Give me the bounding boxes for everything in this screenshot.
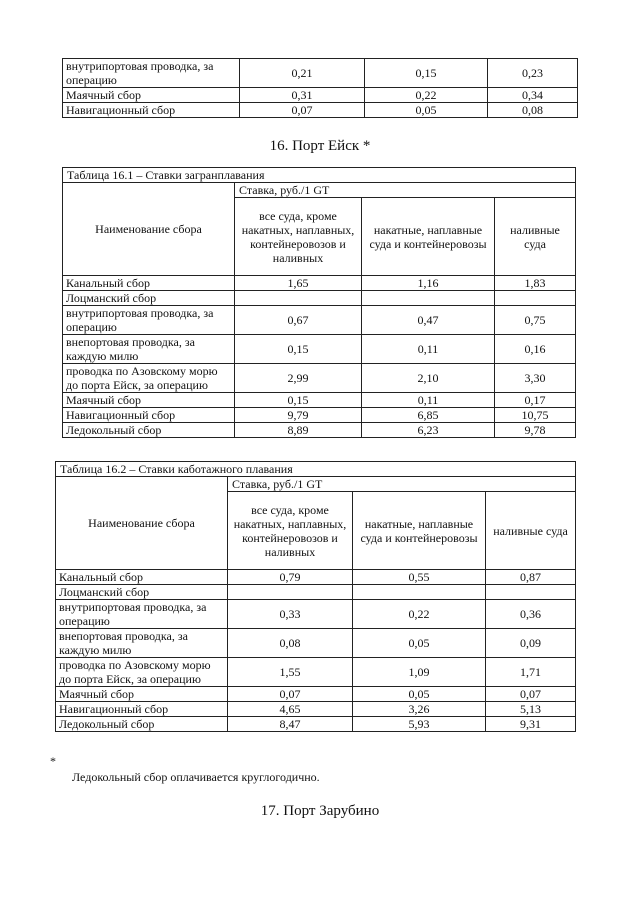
table-row: [56, 600, 576, 629]
col-header-tankers: наливные суда: [486, 492, 576, 570]
table-row: [56, 585, 576, 600]
top-continuation-table: [62, 58, 578, 118]
rate-tankers-cell: 1,83: [495, 276, 576, 291]
rate-tankers-cell: [495, 291, 576, 306]
table-row: [56, 687, 576, 702]
fee-name-cell: Маячный сбор: [63, 393, 235, 408]
rate-general-cell: 8,89: [235, 423, 362, 438]
rate-tankers-cell: 5,13: [486, 702, 576, 717]
table-row: [63, 408, 576, 423]
footnote-text: Ледокольный сбор оплачивается круглогодично.: [72, 770, 320, 784]
rate-roro-cell: 0,11: [362, 335, 495, 364]
rate-tankers-cell: 0,23: [488, 59, 578, 88]
rate-roro-cell: 6,85: [362, 408, 495, 423]
table-row: [63, 59, 578, 88]
fee-name-cell: внутрипортовая проводка, за операцию: [56, 600, 228, 629]
rate-tankers-cell: 3,30: [495, 364, 576, 393]
fee-name-cell: Маячный сбор: [63, 88, 240, 103]
fee-name-cell: проводка по Азовскому морю до порта Ейск, за операцию: [63, 364, 235, 393]
table-row: [56, 658, 576, 687]
col-header-name: Наименование сбора: [56, 477, 228, 570]
rate-roro-cell: 0,55: [353, 570, 486, 585]
rate-general-cell: 0,07: [228, 687, 353, 702]
fee-name-cell: Навигационный сбор: [63, 408, 235, 423]
table-row: [63, 291, 576, 306]
rate-general-cell: 1,55: [228, 658, 353, 687]
fee-name-cell: Маячный сбор: [56, 687, 228, 702]
rate-tankers-cell: 1,71: [486, 658, 576, 687]
fee-name-cell: Лоцманский сбор: [56, 585, 228, 600]
rate-roro-cell: 0,47: [362, 306, 495, 335]
fee-name-cell: проводка по Азовскому морю до порта Ейск, за операцию: [56, 658, 228, 687]
rate-general-cell: 0,31: [240, 88, 365, 103]
rate-general-cell: [235, 291, 362, 306]
fee-name-cell: внепортовая проводка, за каждую милю: [56, 629, 228, 658]
rate-tankers-cell: 9,78: [495, 423, 576, 438]
fee-name-cell: внепортовая проводка, за каждую милю: [63, 335, 235, 364]
footnote-mark: *: [50, 754, 56, 768]
rate-roro-cell: 0,22: [353, 600, 486, 629]
rate-general-cell: 4,65: [228, 702, 353, 717]
rate-general-cell: 0,33: [228, 600, 353, 629]
rate-general-cell: 0,67: [235, 306, 362, 335]
col-header-roro: накатные, наплавные суда и контейнеровозы: [353, 492, 486, 570]
rate-roro-cell: 0,05: [353, 629, 486, 658]
rate-roro-cell: 0,15: [365, 59, 488, 88]
table-row: [56, 629, 576, 658]
section-16-heading: 16. Порт Ейск *: [269, 138, 371, 154]
rate-general-cell: 2,99: [235, 364, 362, 393]
fee-name-cell: Канальный сбор: [63, 276, 235, 291]
table-row: [56, 570, 576, 585]
table-row: [63, 423, 576, 438]
rate-roro-cell: [362, 291, 495, 306]
table-row: [63, 335, 576, 364]
rate-general-cell: 8,47: [228, 717, 353, 732]
rate-roro-cell: 0,05: [365, 103, 488, 118]
fee-name-cell: Навигационный сбор: [56, 702, 228, 717]
table-row: [56, 717, 576, 732]
table-16-1-caption: Таблица 16.1 – Ставки загранплавания: [63, 168, 576, 183]
table-16-2-caption: Таблица 16.2 – Ставки каботажного плавания: [56, 462, 576, 477]
rate-roro-cell: 6,23: [362, 423, 495, 438]
col-header-name: Наименование сбора: [63, 183, 235, 276]
rate-general-cell: 0,07: [240, 103, 365, 118]
rate-tankers-cell: 0,07: [486, 687, 576, 702]
rate-tankers-cell: 0,17: [495, 393, 576, 408]
rate-general-cell: 9,79: [235, 408, 362, 423]
rate-general-cell: 0,15: [235, 393, 362, 408]
rate-tankers-cell: [486, 585, 576, 600]
rate-roro-cell: 1,16: [362, 276, 495, 291]
fee-name-cell: внутрипортовая проводка, за операцию: [63, 306, 235, 335]
table-row: [63, 88, 578, 103]
rate-tankers-cell: 0,16: [495, 335, 576, 364]
rate-general-cell: 0,79: [228, 570, 353, 585]
rate-tankers-cell: 0,87: [486, 570, 576, 585]
rate-roro-cell: 0,05: [353, 687, 486, 702]
rate-header: Ставка, руб./1 GT: [235, 183, 576, 198]
rate-tankers-cell: 0,34: [488, 88, 578, 103]
table-16-2: [55, 461, 576, 732]
rate-tankers-cell: 0,09: [486, 629, 576, 658]
fee-name-cell: Ледокольный сбор: [56, 717, 228, 732]
col-header-general: все суда, кроме накатных, наплавных, контейнеровозов и наливных: [228, 492, 353, 570]
rate-general-cell: [228, 585, 353, 600]
col-header-roro: накатные, наплавные суда и контейнеровозы: [362, 198, 495, 276]
rate-roro-cell: 5,93: [353, 717, 486, 732]
rate-roro-cell: 0,11: [362, 393, 495, 408]
table-row: [63, 364, 576, 393]
rate-general-cell: 1,65: [235, 276, 362, 291]
rate-tankers-cell: 0,75: [495, 306, 576, 335]
col-header-general: все суда, кроме накатных, наплавных, контейнеровозов и наливных: [235, 198, 362, 276]
fee-name-cell: внутрипортовая проводка, за операцию: [63, 59, 240, 88]
rate-general-cell: 0,21: [240, 59, 365, 88]
table-row: [56, 702, 576, 717]
rate-roro-cell: 3,26: [353, 702, 486, 717]
table-row: [63, 276, 576, 291]
rate-roro-cell: 1,09: [353, 658, 486, 687]
table-row: [63, 393, 576, 408]
rate-roro-cell: 0,22: [365, 88, 488, 103]
rate-roro-cell: 2,10: [362, 364, 495, 393]
section-17-heading: 17. Порт Зарубино: [260, 803, 380, 819]
table-16-1: [62, 167, 576, 438]
rate-header: Ставка, руб./1 GT: [228, 477, 576, 492]
rate-tankers-cell: 9,31: [486, 717, 576, 732]
table-row: [63, 306, 576, 335]
rate-tankers-cell: 0,08: [488, 103, 578, 118]
rate-tankers-cell: 10,75: [495, 408, 576, 423]
fee-name-cell: Ледокольный сбор: [63, 423, 235, 438]
col-header-tankers: наливные суда: [495, 198, 576, 276]
fee-name-cell: Лоцманский сбор: [63, 291, 235, 306]
rate-roro-cell: [353, 585, 486, 600]
fee-name-cell: Навигационный сбор: [63, 103, 240, 118]
table-row: [63, 103, 578, 118]
rate-general-cell: 0,08: [228, 629, 353, 658]
rate-tankers-cell: 0,36: [486, 600, 576, 629]
fee-name-cell: Канальный сбор: [56, 570, 228, 585]
rate-general-cell: 0,15: [235, 335, 362, 364]
